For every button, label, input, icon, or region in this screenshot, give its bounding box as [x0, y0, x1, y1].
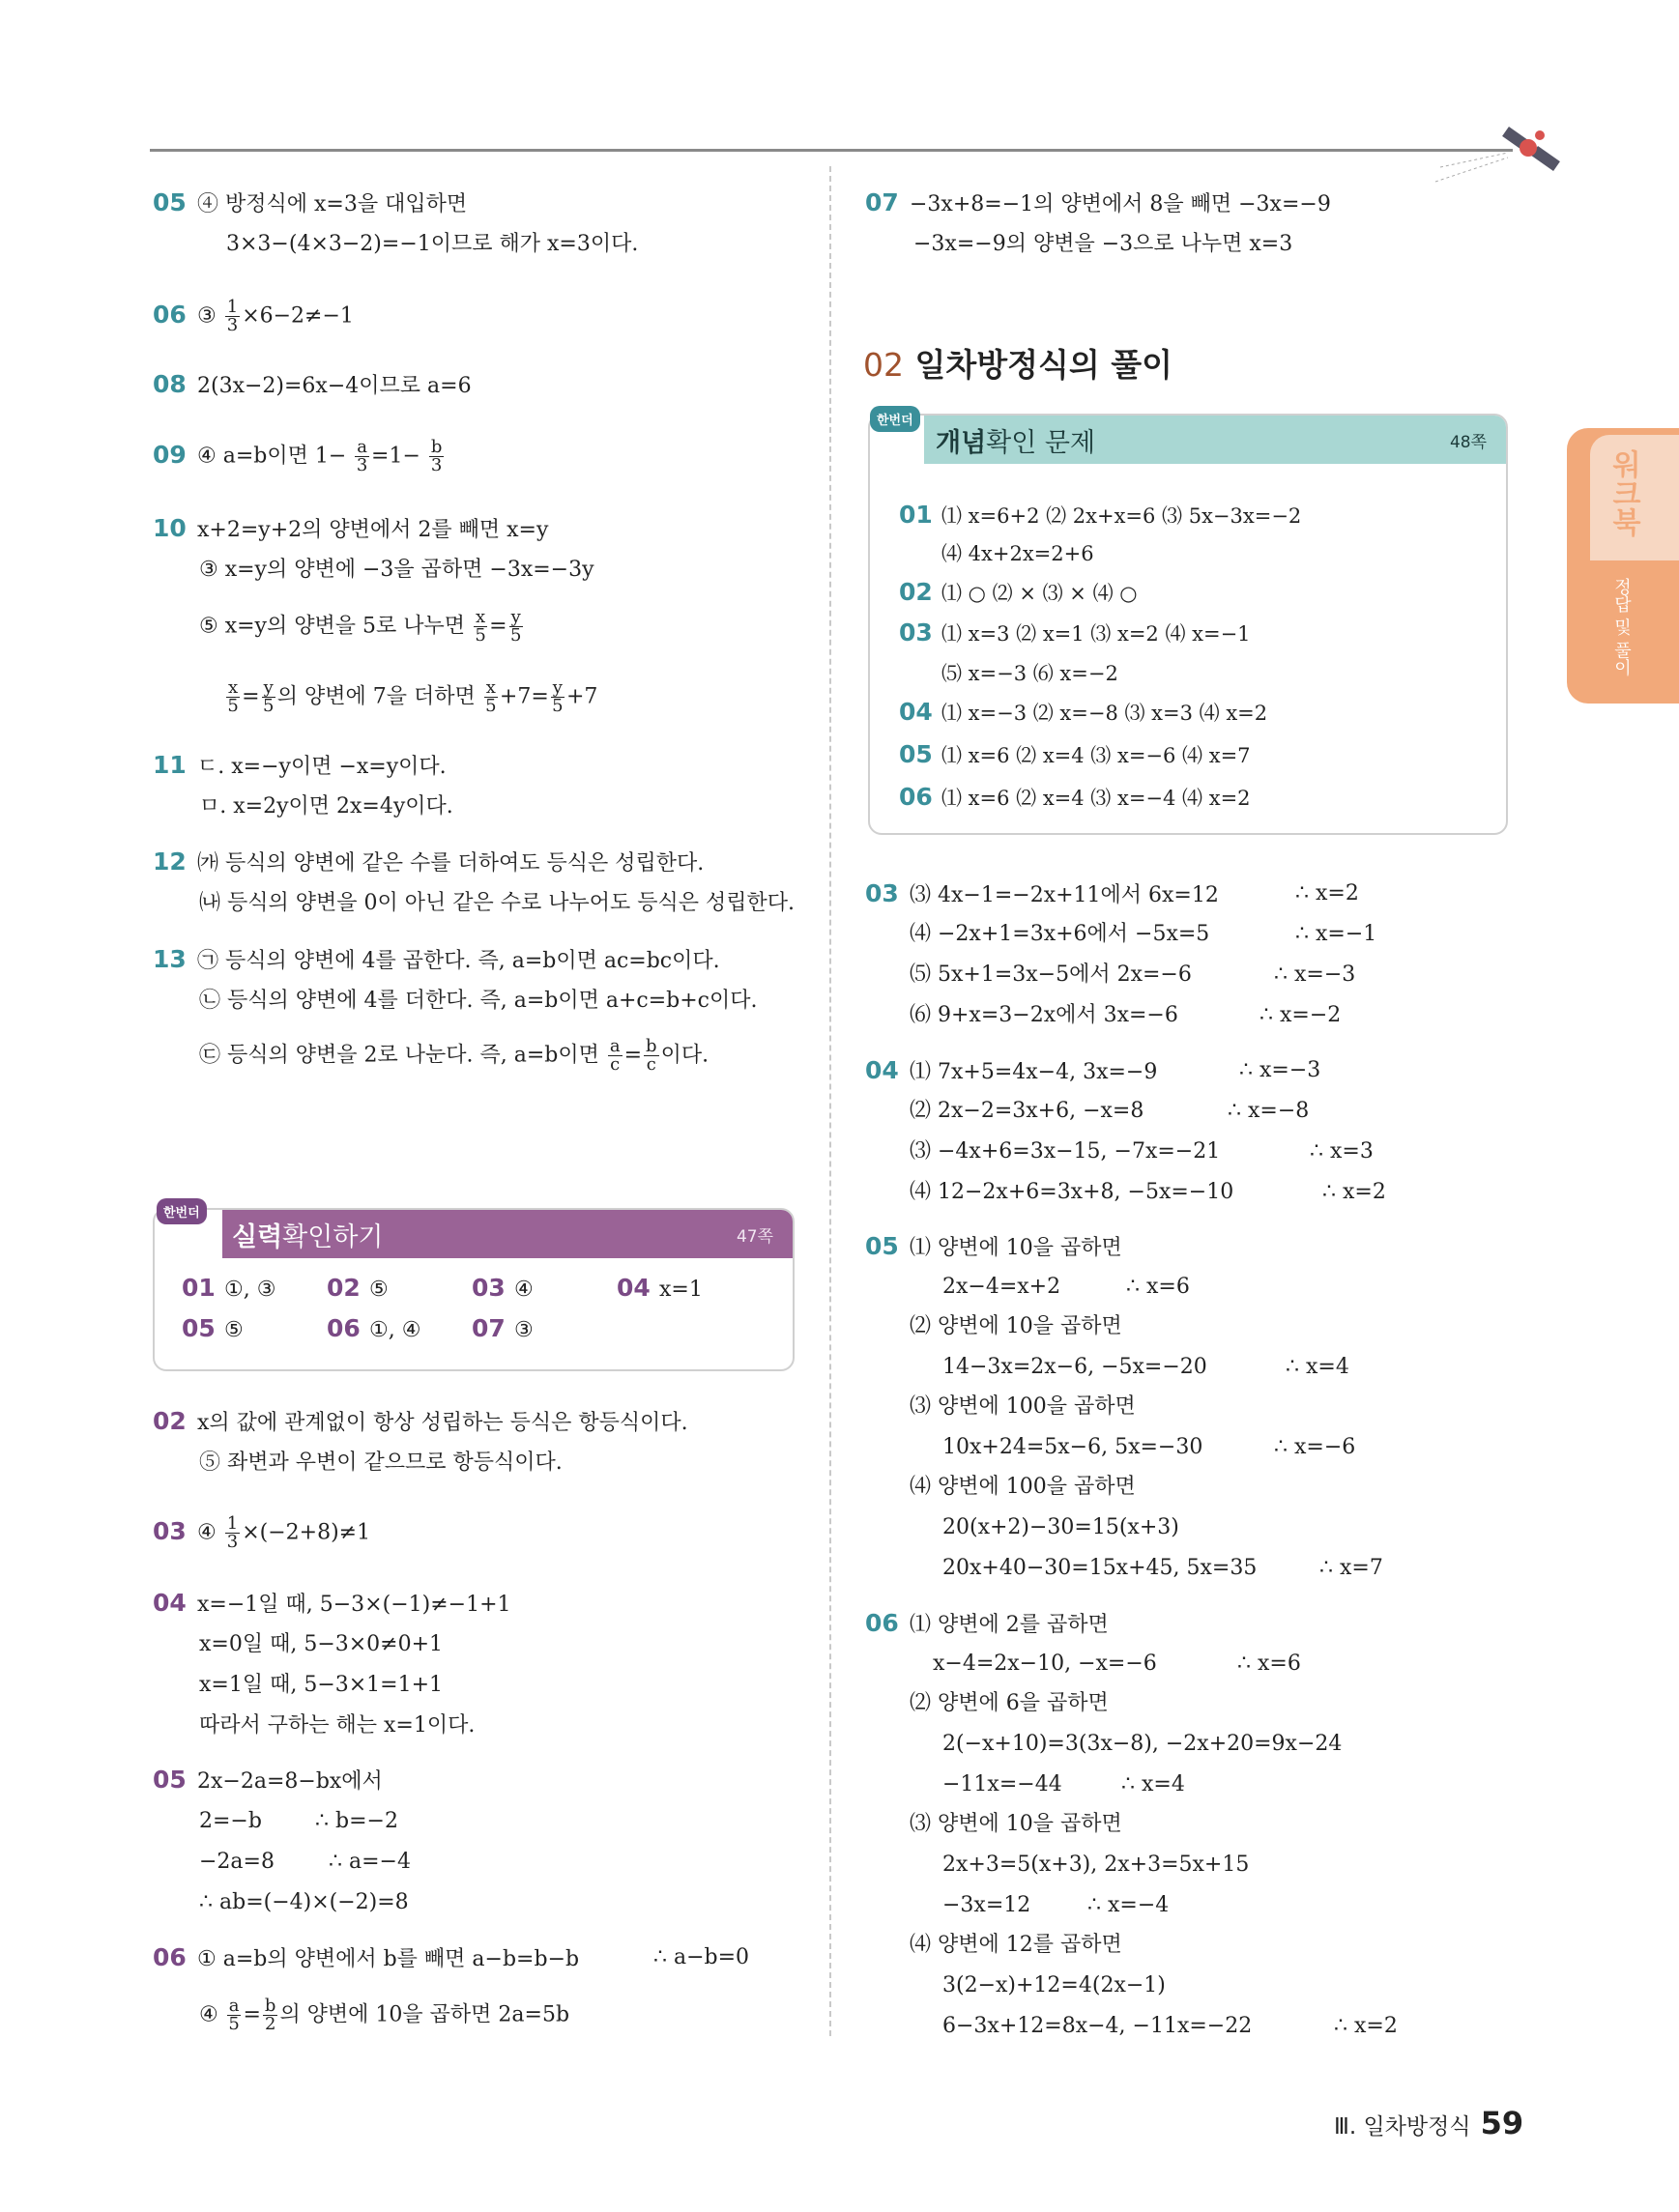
answer-12: 12 ㈎ 등식의 양변에 같은 수를 더하여도 등식은 성립한다. [153, 847, 705, 876]
answer-q05-line4: ∴ ab=(−4)×(−2)=8 [199, 1890, 409, 1914]
s04-line: ⑶ −4x+6=3x−15, −7x=−21 [910, 1139, 1221, 1163]
answer-10-line4: $\frac{x}{5}$ = $\frac{y}{5}$ 의 양변에 7을 더하면 $\frac{x}{5}$ +7= $\frac{y}{5}$ +7 [227, 677, 598, 716]
chapter-label: Ⅲ. 일차방정식 [1334, 2114, 1471, 2140]
answer-11-line2: ㅁ. x=2y이면 2x=4y이다. [199, 794, 453, 819]
s06-line: 2(−x+10)=3(3x−8), −2x+20=9x−24 [942, 1732, 1343, 1756]
answer-q06: 06 ① a=b의 양변에서 b를 빼면 a−b=b−b [153, 1943, 580, 1971]
s03-line: ⑹ 9+x=3−2x에서 3x=−6 [910, 1003, 1178, 1027]
skill-check-box [153, 1208, 795, 1371]
s04-result: ∴ x=−8 [1228, 1099, 1310, 1123]
answer-q02: 02 x의 값에 관계없이 항상 성립하는 등식은 항등식이다. [153, 1407, 688, 1435]
s04-line: ⑷ 12−2x+6=3x+8, −5x=−10 [910, 1180, 1234, 1204]
s06-line: 6−3x+12=8x−4, −11x=−22 [942, 2014, 1253, 2038]
skill-answer-04: 04 x=1 [617, 1274, 703, 1302]
s06-result: ∴ x=6 [1237, 1652, 1301, 1676]
skill-answer-07: 07 ③ [472, 1314, 534, 1342]
s05-line: 20(x+2)−30=15(x+3) [942, 1515, 1179, 1539]
s05-result: ∴ x=6 [1126, 1275, 1190, 1299]
concept-check-header: 개념 확인 문제 48쪽 [924, 416, 1506, 464]
s05-line: 10x+24=5x−6, 5x=−30 [942, 1435, 1203, 1459]
answer-10: 10 x+2=y+2의 양변에서 2를 빼면 x=y [153, 514, 549, 542]
answer-q06-line1b: ∴ a−b=0 [653, 1945, 750, 1969]
answer-07: 07 −3x+8=−1의 양변에서 8을 빼면 −3x=−9 [865, 188, 1331, 216]
fraction: $\frac{b}{3}$ [430, 437, 443, 475]
badge-hanbeonde: 한번더 [157, 1198, 207, 1224]
s05-line: 14−3x=2x−6, −5x=−20 [942, 1355, 1207, 1379]
skill-check-header: 실력 확인하기 47쪽 [222, 1210, 793, 1258]
s04-line: 04 ⑴ 7x+5=4x−4, 3x=−9 [865, 1056, 1158, 1084]
s04-line: ⑵ 2x−2=3x+6, −x=8 [910, 1099, 1144, 1123]
answer-q06-line2: ④ $\frac{a}{5}$ = $\frac{b}{2}$ 의 양변에 10을 곱하면 2a=5b [199, 1996, 570, 2034]
s06-line: 3(2−x)+12=4(2x−1) [942, 1973, 1166, 1997]
s03-result: ∴ x=2 [1295, 881, 1359, 905]
answer-08: 08 2(3x−2)=6x−4이므로 a=6 [153, 370, 472, 398]
s06-line: −11x=−44 [942, 1772, 1062, 1796]
answer-q04: 04 x=−1일 때, 5−3×(−1)≠−1+1 [153, 1589, 511, 1617]
answer-13: 13 ㉠ 등식의 양변에 4를 곱한다. 즉, a=b이면 ac=bc이다. [153, 945, 720, 973]
s05-result: ∴ x=7 [1319, 1556, 1383, 1580]
s06-line: 2x+3=5(x+3), 2x+3=5x+15 [942, 1853, 1250, 1877]
answer-13-line3: ㉢ 등식의 양변을 2로 나눈다. 즉, a=b이면 $\frac{a}{c}$ = $\frac{b}{c}$ 이다. [199, 1036, 709, 1075]
answer-q05-line2b: ∴ b=−2 [315, 1809, 398, 1833]
answer-q02-line2: ⑤ 좌변과 우변이 같으므로 항등식이다. [199, 1451, 563, 1475]
answer-s05: 05 ⑴ 양변에 10을 곱하면 [865, 1232, 1122, 1260]
skill-answer-01: 01 ①, ③ [182, 1274, 276, 1302]
s06-result: ∴ x=−4 [1087, 1893, 1170, 1917]
satellite-icon [1426, 114, 1571, 191]
s05-line: ⑷ 양변에 100을 곱하면 [910, 1475, 1136, 1499]
answer-s06: 06 ⑴ 양변에 2를 곱하면 [865, 1609, 1109, 1637]
skill-answer-02: 02 ⑤ [327, 1274, 389, 1302]
answer-09: 09 ④ a=b이면 1− $\frac{a}{3}$ =1− $\frac{b}{3}$ [153, 437, 443, 475]
answer-q05-line3: −2a=8 [199, 1850, 275, 1874]
s03-line: 03 ⑶ 4x−1=−2x+11에서 6x=12 [865, 879, 1219, 907]
answer-q05-line2: 2=−b [199, 1809, 262, 1833]
s06-line: ⑷ 양변에 12를 곱하면 [910, 1933, 1122, 1957]
s06-line: ⑶ 양변에 10을 곱하면 [910, 1812, 1122, 1836]
answer-05: 05 ④ 방정식에 x=3을 대입하면 [153, 188, 468, 216]
s06-result: ∴ x=4 [1121, 1772, 1185, 1796]
s06-line: −3x=12 [942, 1893, 1031, 1917]
side-tab-subtitle: 정답 및 풀이 [1611, 578, 1632, 676]
s05-result: ∴ x=−6 [1274, 1435, 1356, 1459]
fraction: $\frac{a}{3}$ [356, 437, 368, 475]
section-title: 02 일차방정식의 풀이 [863, 346, 1173, 384]
s05-line: ⑶ 양변에 100을 곱하면 [910, 1394, 1136, 1419]
s03-result: ∴ x=−2 [1259, 1003, 1342, 1027]
badge-hanbeonde: 한번더 [870, 406, 920, 432]
s03-line: ⑷ −2x+1=3x+6에서 −5x=5 [910, 922, 1210, 946]
answer-13-line2: ㉡ 등식의 양변에 4를 더한다. 즉, a=b이면 a+c=b+c이다. [199, 989, 758, 1013]
s05-line: 2x−4=x+2 [942, 1275, 1061, 1299]
top-rule [150, 149, 1513, 152]
answer-10-line2: ③ x=y의 양변에 −3을 곱하면 −3x=−3y [199, 558, 594, 582]
s04-result: ∴ x=2 [1322, 1180, 1386, 1204]
skill-answer-03: 03 ④ [472, 1274, 534, 1302]
answer-q05: 05 2x−2a=8−bx에서 [153, 1766, 383, 1794]
answer-q04-line2: x=0일 때, 5−3×0≠0+1 [199, 1632, 444, 1656]
column-divider [829, 166, 831, 2036]
s04-result: ∴ x=−3 [1239, 1058, 1321, 1082]
s05-line: ⑵ 양변에 10을 곱하면 [910, 1314, 1122, 1338]
s04-result: ∴ x=3 [1310, 1139, 1374, 1163]
problem-number: 05 [153, 188, 187, 216]
fraction: $\frac{1}{3}$ [226, 297, 239, 335]
answer-06: 06 ③ $\frac{1}{3}$ ×6−2≠−1 [153, 297, 354, 335]
answer-11: 11 ㄷ. x=−y이면 −x=y이다. [153, 751, 447, 779]
page-ref: 47쪽 [736, 1226, 773, 1247]
answer-q04-line3: x=1일 때, 5−3×1=1+1 [199, 1673, 444, 1697]
concept-check-box: 개념 확인 문제 48쪽 01 ⑴ x=6+2 ⑵ 2x+x=6 ⑶ 5x−3x=−2 ⑷ 4x+2x=2+6 02 ⑴ ○ ⑵ × ⑶ × ⑷ ○ 03 ⑴ x=3 ⑵ x=1 ⑶ x=2 ⑷ x=−1 ⑸ x=−3 ⑹ x=−2 04 ⑴ x=−3 ⑵ x=−8 ⑶ x=3 ⑷ x=2 05 ⑴ x=6 ⑵ x=4 ⑶ x=−6 ⑷ x=7 06 ⑴ x=6 ⑵ x=4 ⑶ x=−4 ⑷ x=2 [868, 414, 1508, 835]
answer-12-line2: ㈏ 등식의 양변을 0이 아닌 같은 수로 나누어도 등식은 성립한다. [199, 891, 795, 915]
skill-answer-05: 05 ⑤ [182, 1314, 244, 1342]
answer-07-line2: −3x=−9의 양변을 −3으로 나누면 x=3 [913, 232, 1293, 256]
s05-line: 20x+40−30=15x+45, 5x=35 [942, 1556, 1258, 1580]
side-tab-title: 워크북 [1607, 449, 1640, 536]
answer-q05-line3b: ∴ a=−4 [329, 1850, 411, 1874]
s05-result: ∴ x=4 [1286, 1355, 1349, 1379]
page-ref: 48쪽 [1449, 432, 1487, 452]
answer-q04-line4: 따라서 구하는 해는 x=1이다. [199, 1713, 476, 1738]
s03-line: ⑸ 5x+1=3x−5에서 2x=−6 [910, 962, 1192, 987]
s03-result: ∴ x=−3 [1274, 962, 1356, 987]
s06-line: x−4=2x−10, −x=−6 [933, 1652, 1157, 1676]
s06-line: ⑵ 양변에 6을 곱하면 [910, 1691, 1109, 1715]
answer-05-line2: 3×3−(4×3−2)=−1이므로 해가 x=3이다. [226, 232, 639, 256]
answer-q03: 03 ④ $\frac{1}{3}$ ×(−2+8)≠1 [153, 1513, 371, 1552]
skill-answer-06: 06 ①, ④ [327, 1314, 421, 1342]
answer-10-line3: ⑤ x=y의 양변을 5로 나누면 $\frac{x}{5}$ = $\frac{y}{5}$ [199, 607, 522, 646]
page-number: 59 [1480, 2105, 1524, 2141]
page-footer [1334, 2105, 1523, 2141]
s03-result: ∴ x=−1 [1295, 922, 1377, 946]
s06-result: ∴ x=2 [1334, 2014, 1398, 2038]
